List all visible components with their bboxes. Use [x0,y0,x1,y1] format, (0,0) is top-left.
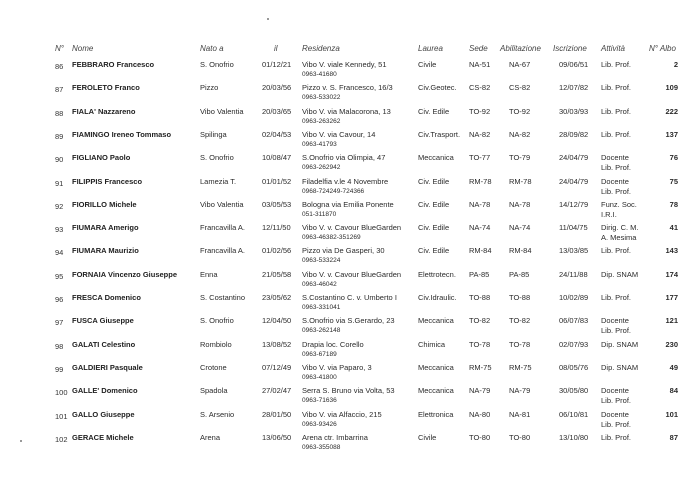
table-row [0,340,690,366]
person-name: FIUMARA Amerigo [72,223,139,233]
registration-date: 13/10/80 [559,432,589,442]
register-number: 230 [665,339,678,349]
registration-date: 30/05/80 [559,386,589,396]
table-row [0,177,690,203]
header-abilitazione: Abilitazione [500,44,541,53]
residence: S.Costantino C. v. Umberto I [302,293,397,302]
person-name: GERACE Michele [72,432,134,442]
phone-number: 0963-46382-351269 [302,234,361,242]
degree-seat: PA-85 [469,269,490,279]
person-name: FILIPPIS Francesco [72,176,143,186]
activity: Lib. Prof. [601,293,632,302]
degree: Elettronica [418,409,454,419]
scan-speck [20,440,22,442]
birth-date: 23/05/62 [262,293,292,302]
degree-seat: NA-82 [469,129,491,139]
birth-date: 01/02/56 [262,246,292,256]
register-number: 87 [669,432,678,442]
birth-date: 20/03/65 [262,106,292,116]
birthplace: S. Onofrio [200,153,234,163]
person-name: FORNAIA Vincenzo Giuseppe [72,269,178,279]
qualification: RM-78 [509,176,532,186]
birth-date: 20/03/56 [262,83,292,93]
register-number: 78 [669,199,678,209]
birth-date: 02/04/53 [262,129,292,139]
qualification: NA-82 [509,129,531,139]
phone-number: 0963-41793 [302,140,337,148]
residence: Vibo V. viale Kennedy, 51 [302,60,387,69]
activity-second-line: I.R.I. [601,209,617,219]
table-row [0,433,690,459]
register-number: 121 [665,316,678,326]
person-name: FIORILLO Michele [72,199,137,209]
residence: Vibo V. via Paparo, 3 [302,362,372,372]
registration-date: 13/03/85 [559,246,589,256]
row-number: 95 [55,271,64,281]
phone-number: 0963-262148 [302,327,341,335]
table-row [0,153,690,179]
header-attivita: Attività [601,44,626,53]
activity-second-line: Lib. Prof. [601,326,632,336]
registration-date: 06/10/81 [559,409,589,419]
register-number: 109 [665,83,678,93]
qualification: RM-84 [509,246,532,256]
register-number: 143 [665,246,678,256]
qualification: NA-79 [509,386,531,396]
degree: Elettrotecn. [418,269,456,279]
birthplace: Spilinga [200,129,227,139]
person-name: GALATI Celestino [72,339,136,349]
degree-seat: NA-78 [469,199,491,209]
person-name: FIAMINGO Ireneo Tommaso [72,129,172,139]
person-name: FEROLETO Franco [72,83,140,93]
person-name: FEBBRARO Francesco [72,60,155,69]
degree: Chimica [418,339,446,349]
degree: Meccanica [418,386,454,396]
phone-number: 0963-533022 [302,94,341,102]
header-laurea: Laurea [418,44,443,53]
person-name: FIUMARA Maurizio [72,246,139,256]
birth-date: 07/12/49 [262,362,292,372]
activity: Lib. Prof. [601,60,632,69]
degree: Civ.Geotec. [418,83,457,93]
activity: Dip. SNAM [601,362,639,372]
birthplace: Lamezia T. [200,176,237,186]
degree: Civile [418,432,437,442]
degree-seat: TO-80 [469,432,491,442]
birth-date: 12/11/50 [262,223,291,233]
phone-number: 051-311870 [302,210,337,218]
residence: Serra S. Bruno via Volta, 53 [302,386,395,396]
activity-second-line: Lib. Prof. [601,419,632,429]
phone-number: 0963-262942 [302,164,341,172]
row-number: 98 [55,341,64,351]
birthplace: Pizzo [200,83,219,93]
phone-number: 0963-533224 [302,257,341,265]
degree: Civ. Edile [418,199,450,209]
activity-second-line: Lib. Prof. [601,186,632,196]
degree: Civ. Edile [418,223,450,233]
register-number: 49 [669,362,678,372]
phone-number: 0968-724249-724366 [302,187,365,195]
birthplace: Spadola [200,386,228,396]
table-row [0,60,690,86]
residence: Pizzo via De Gasperi, 30 [302,246,385,256]
header-name: Nome [72,44,94,53]
header-residence: Residenza [302,44,340,53]
activity: Docente [601,316,629,326]
qualification: TO-80 [509,432,531,442]
degree-seat: RM-75 [469,362,492,372]
table-row [0,246,690,272]
qualification: CS-82 [509,83,531,93]
phone-number: 0963-41680 [302,71,337,78]
table-row [0,83,690,109]
birthplace: S. Onofrio [200,316,234,326]
header-born: Nato a [200,44,224,53]
activity: Lib. Prof. [601,83,632,93]
person-name: GALLE' Domenico [72,386,138,396]
person-name: FUSCA Giuseppe [72,316,134,326]
birthplace: Enna [200,269,218,279]
residence: Filadelfia v.le 4 Novembre [302,176,389,186]
table-row [0,200,690,226]
degree-seat: NA-51 [469,60,491,69]
table-row [0,316,690,342]
phone-number: 0963-41800 [302,373,337,381]
registration-date: 28/09/82 [559,129,589,139]
table-row [0,107,690,133]
birth-date: 27/02/47 [262,386,292,396]
activity: Lib. Prof. [601,432,632,442]
degree-seat: RM-84 [469,246,492,256]
phone-number: 0963-67189 [302,350,337,358]
residence: Pizzo v. S. Francesco, 16/3 [302,83,393,93]
register-number: 222 [665,106,678,116]
birth-date: 10/08/47 [262,153,292,163]
qualification: TO-79 [509,153,531,163]
birth-date: 21/05/58 [262,269,292,279]
qualification: NA-81 [509,409,531,419]
registration-date: 24/04/79 [559,153,589,163]
register-number: 2 [673,60,678,69]
qualification: PA-85 [509,269,530,279]
residence: Bologna via Emilia Ponente [302,199,394,209]
register-number: 174 [665,269,678,279]
table-header [0,44,690,58]
activity: Lib. Prof. [601,129,632,139]
phone-number: 0963-46042 [302,280,337,288]
row-number: 96 [55,295,64,304]
degree-seat: CS-82 [469,83,491,93]
registration-date: 12/07/82 [559,83,589,93]
person-name: FRESCA Domenico [72,293,141,302]
degree: Meccanica [418,153,454,163]
phone-number: 0963-71636 [302,397,337,405]
birthplace: S. Onofrio [200,60,234,69]
person-name: FIGLIANO Paolo [72,153,131,163]
degree: Civ. Edile [418,176,450,186]
residence: Vibo V. via Malacorona, 13 [302,106,391,116]
registration-date: 10/02/89 [559,293,589,302]
phone-number: 0963-93426 [302,420,337,428]
row-number: 90 [55,155,64,165]
activity: Docente [601,409,629,419]
degree-seat: TO-92 [469,106,491,116]
table-row [0,410,690,436]
registration-date: 30/03/93 [559,106,589,116]
activity: Docente [601,153,629,163]
residence: Vibo V. via Cavour, 14 [302,129,376,139]
register-number: 137 [665,129,678,139]
residence: S.Onofrio via Olimpia, 47 [302,153,386,163]
table-row [0,270,690,296]
birthplace: Crotone [200,362,227,372]
birth-date: 13/08/52 [262,339,292,349]
birthplace: S. Arsenio [200,409,235,419]
registration-date: 11/04/75 [559,223,588,233]
header-sede: Sede [469,44,488,53]
birthplace: Vibo Valentia [200,106,244,116]
degree: Meccanica [418,316,454,326]
degree-seat: TO-88 [469,293,491,302]
birthplace: S. Costantino [200,293,246,302]
degree-seat: RM-78 [469,176,492,186]
register-number: 84 [669,386,678,396]
degree: Civ. Edile [418,106,450,116]
register-number: 75 [669,176,678,186]
qualification: RM-75 [509,362,532,372]
table-row [0,363,690,389]
table-row [0,386,690,412]
activity-second-line: Lib. Prof. [601,396,632,406]
row-number: 92 [55,201,64,211]
degree-seat: NA-74 [469,223,491,233]
scan-speck [267,18,269,20]
birthplace: Arena [200,432,221,442]
activity-second-line: A. Mesima [601,233,637,243]
degree: Civ. Edile [418,246,450,256]
activity-second-line: Lib. Prof. [601,163,632,173]
header-date: il [274,44,278,53]
qualification: NA-74 [509,223,531,233]
degree-seat: NA-79 [469,386,491,396]
birth-date: 13/06/50 [262,432,292,442]
qualification: TO-78 [509,339,531,349]
register-number: 101 [665,409,678,419]
registration-date: 08/05/76 [559,362,589,372]
row-number: 91 [55,178,64,188]
residence: Drapia loc. Corello [302,339,364,349]
row-number: 102 [55,434,68,444]
register-number: 41 [669,223,678,233]
person-name: FIALA' Nazzareno [72,106,136,116]
registration-date: 24/04/79 [559,176,589,186]
degree: Meccanica [418,362,454,372]
birthplace: Francavilla A. [200,223,246,233]
residence: Vibo V. via Alfaccio, 215 [302,409,382,419]
birthplace: Francavilla A. [200,246,246,256]
phone-number: 0963-355088 [302,443,341,451]
birth-date: 12/04/50 [262,316,292,326]
person-name: GALDIERI Pasquale [72,362,143,372]
residence: Vibo V. v. Cavour BlueGarden [302,269,402,279]
table-row [0,223,690,249]
residence: Arena ctr. Imbarrina [302,432,368,442]
activity: Funz. Soc. [601,199,637,209]
degree-seat: TO-82 [469,316,491,326]
registration-date: 09/06/51 [559,60,589,69]
table-row [0,130,690,156]
registration-date: 06/07/83 [559,316,589,326]
activity: Docente [601,176,629,186]
birth-date: 01/01/52 [262,176,292,186]
qualification: NA-67 [509,60,531,69]
activity: Docente [601,386,629,396]
degree: Civile [418,60,437,69]
registration-date: 02/07/93 [559,339,589,349]
birth-date: 03/05/53 [262,199,292,209]
registration-date: 24/11/88 [559,269,588,279]
degree-seat: TO-77 [469,153,491,163]
activity: Dip. SNAM [601,339,639,349]
header-iscrizione: Iscrizione [553,44,587,53]
qualification: TO-92 [509,106,531,116]
row-number: 89 [55,131,64,141]
phone-number: 0963-331041 [302,304,341,311]
qualification: TO-82 [509,316,531,326]
row-number: 97 [55,318,64,328]
birth-date: 01/12/21 [262,60,292,69]
residence: S.Onofrio via S.Gerardo, 23 [302,316,395,326]
activity: Lib. Prof. [601,246,632,256]
birthplace: Rombiolo [200,339,232,349]
residence: Vibo V. v. Cavour BlueGarden [302,223,402,233]
degree: Civ.Trasport. [418,129,461,139]
row-number: 99 [55,364,64,374]
row-number: 87 [55,85,64,95]
row-number: 100 [55,388,68,398]
row-number: 93 [55,225,64,235]
phone-number: 0963-263262 [302,117,341,125]
register-number: 76 [669,153,678,163]
header-albo: N° Albo [649,44,676,53]
birth-date: 28/01/50 [262,409,292,419]
row-number: 88 [55,108,64,118]
register-number: 177 [665,293,678,302]
person-name: GALLO Giuseppe [72,409,135,419]
table-row [0,293,690,319]
activity: Dip. SNAM [601,269,639,279]
degree-seat: NA-80 [469,409,491,419]
degree-seat: TO-78 [469,339,491,349]
degree: Civ.Idraulic. [418,293,457,302]
row-number: 101 [55,411,68,421]
registration-date: 14/12/79 [559,199,589,209]
activity: Dirig. C. M. [601,223,639,233]
header-num: N° [55,44,64,53]
activity: Lib. Prof. [601,106,632,116]
qualification: TO-88 [509,293,531,302]
row-number: 94 [55,248,64,258]
birthplace: Vibo Valentia [200,199,244,209]
row-number: 86 [55,62,64,71]
qualification: NA-78 [509,199,531,209]
